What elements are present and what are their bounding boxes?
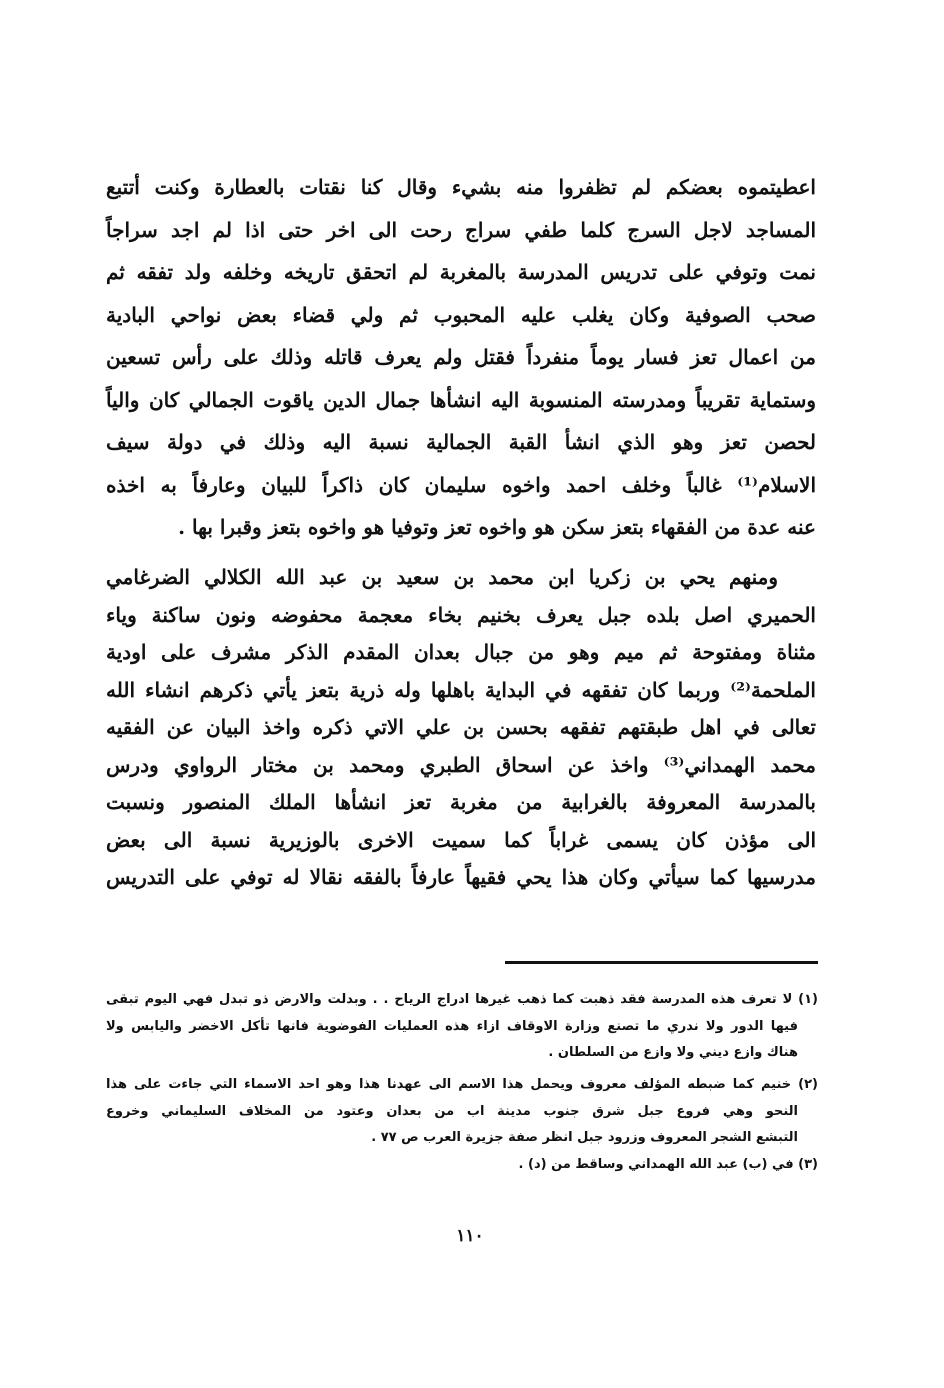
text-line: عنه عدة من الفقهاء بتعز سكن هو واخوه تعز وتوفيا هو واخوه بتعز وقبرا بها . <box>178 515 816 539</box>
text-line: اعطيتموه بعضكم لم تظفروا منه بشيء وقال كنا نقتات بالعطارة وكنت أتتبع <box>106 175 816 199</box>
footnote-divider <box>505 961 818 964</box>
text-line: من اعمال تعز فسار يوماً منفرداً فقتل ولم يعرف قاتله وذلك على رأس تسعين <box>106 345 816 369</box>
footnote-line: التبشع الشجر المعروف وزرود جبل انظر صفة جزيرة العرب ص ٧٧ . <box>371 1130 798 1145</box>
text-line: لحصن تعز وهو الذي انشأ القبة الجمالية نسبة اليه وذلك في دولة سيف <box>106 430 816 454</box>
footnote-line: (٣) في (ب) عبد الله الهمداني وساقط من (د) . <box>518 1157 818 1172</box>
text-line: نمت وتوفي على تدريس المدرسة بالمغربة لم اتحقق تاريخه وخلفه ولد تفقه ثم <box>106 260 816 284</box>
text-line: مثناة ومفتوحة ثم ميم وهو من جبال بعدان المقدم الذكر مشرف على اودية <box>106 640 816 664</box>
text-line: الى مؤذن كان يسمى غراباً كما سميت الاخرى بالوزيرية نسبة الى بعض <box>106 827 816 852</box>
footnote-line: فيها الدور ولا ندري ما تصنع وزارة الاوقاف ازاء هذه العمليات الفوضوية فانها تأكل الاخضر واليابس ولا <box>106 1018 798 1034</box>
footnote-line: النحو وهي فروع جبل شرق جنوب مدينة اب من بعدان وعتود من المخلاف السليماني وخروع <box>106 1103 798 1119</box>
paragraph-2 <box>106 559 816 897</box>
text-line: تعالى في اهل طبقتهم تفقهه بحسن بن علي الاتي ذكره واخذ البيان عن الفقيه <box>106 715 816 739</box>
footnote-1 <box>106 987 818 1067</box>
text-line: مدرسيها كما سيأتي وكان هذا يحي فقيهاً عارفاً بالفقه نقالا له توفي على التدريس <box>106 865 816 889</box>
text-line: بالمدرسة المعروفة بالغرابية من مغربة تعز انشأها الملك المنصور ونسبت <box>106 790 816 814</box>
footnote-3 <box>106 1152 818 1179</box>
text-line: وستماية تقريباً ومدرسته المنسوبة اليه انشأها جمال الدين ياقوت الجمالي كان والياً <box>106 387 816 412</box>
page-number: ١١٠ <box>456 1226 484 1246</box>
footnote-2 <box>106 1072 818 1152</box>
footnote-line: (٢) خنيم كما ضبطه المؤلف معروف ويحمل هذا الاسم الى عهدنا هذا وهو احد الاسماء التي جاءت على هذا <box>106 1077 818 1092</box>
text-line: صحب الصوفية وكان يغلب عليه المحبوب ثم ولي قضاء بعض نواحي البادية <box>106 302 816 327</box>
text-line: ومنهم يحي بن زكريا ابن محمد بن سعيد بن عبد الله الكلالي الضرغامي <box>106 565 778 589</box>
paragraph-1 <box>106 166 816 549</box>
text-line: محمد الهمداني⁽³⁾ واخذ عن اسحاق الطبري ومحمد بن مختار الرواوي ودرس <box>106 752 817 777</box>
text-line: الحميري اصل بلده جبل يعرف بخنيم بخاء معجمة محفوضه ونون ساكنة وياء <box>106 602 816 627</box>
footnote-line: هناك وازع ديني ولا وازع من السلطان . <box>548 1045 798 1060</box>
footnote-line: (١) لا تعرف هذه المدرسة فقد ذهبت كما ذهب غيرها ادراج الرياح . . وبدلت والارض ذو تبدل فهي اليوم تبقى <box>106 992 818 1007</box>
text-line: المساجد لاجل السرج كلما طفي سراج رحت الى اخر حتى اذا لم اجد سراجاً <box>106 217 817 242</box>
text-line: الملحمة⁽²⁾ وربما كان تفقهه في البداية باهلها وله ذرية بتعز يأتي ذكرهم انشاء الله <box>106 677 816 702</box>
text-line: الاسلام⁽¹⁾ غالباً وخلف احمد واخوه سليمان كان ذاكراً للبيان وعارفاً به اخذه <box>106 472 816 497</box>
